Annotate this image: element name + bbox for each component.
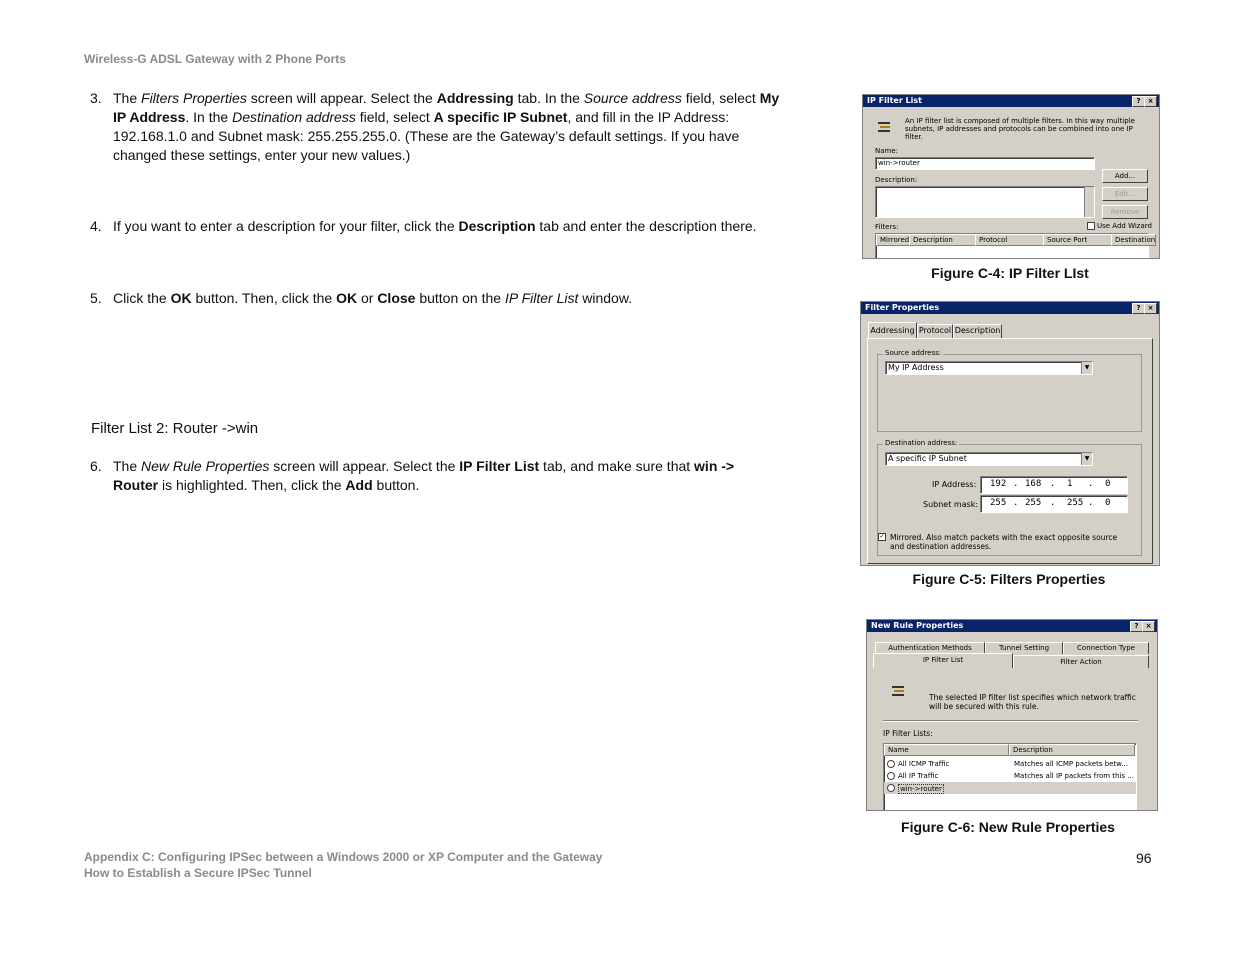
filters-label: Filters: [875, 223, 899, 231]
column-header[interactable]: Mirrored [876, 234, 910, 246]
description-label: Description: [875, 176, 918, 184]
use-wizard-checkbox[interactable] [1087, 222, 1095, 230]
subnet-mask-input[interactable]: 255 . 255 . 255 . 0 [980, 495, 1128, 513]
dialog-titlebar: Filter Properties [861, 302, 1159, 314]
add-button[interactable]: Add... [1102, 169, 1148, 183]
source-address-select[interactable]: My IP Address ▼ [885, 361, 1093, 375]
destination-address-label: Destination address: [885, 439, 958, 447]
help-button[interactable]: ? [1132, 303, 1145, 314]
running-header: Wireless-G ADSL Gateway with 2 Phone Ports [84, 52, 346, 66]
figure-caption: Figure C-6: New Rule Properties [901, 819, 1115, 835]
tab-connection-type[interactable]: Connection Type [1063, 642, 1149, 654]
name-input[interactable]: win->router [875, 157, 1095, 170]
tab-protocol[interactable]: Protocol [917, 324, 953, 339]
footer-line-2: How to Establish a Secure IPSec Tunnel [84, 866, 312, 880]
description-scrollbar[interactable] [1084, 187, 1094, 217]
help-button[interactable]: ? [1130, 621, 1143, 632]
intro-text: An IP filter list is composed of multiple filters. In this way multiple subnets, IP addresses and protocols can be combined into one IP filter. [905, 117, 1135, 141]
ip-address-label: IP Address: [932, 480, 977, 489]
chevron-down-icon[interactable]: ▼ [1081, 362, 1092, 374]
step-6 [90, 457, 780, 495]
column-header[interactable]: Protocol [975, 234, 1044, 246]
mirrored-checkbox[interactable]: ✓ [879, 533, 885, 540]
step-number: 4. [90, 218, 102, 234]
step-text: Click the OK button. Then, click the OK or Close button on the IP Filter List window. [113, 290, 633, 306]
step-text: If you want to enter a description for your filter, click the Description tab and enter the description there. [113, 218, 757, 234]
row-name: All IP Traffic [898, 772, 939, 780]
row-radio[interactable] [887, 784, 895, 792]
figure-caption: Figure C-5: Filters Properties [912, 571, 1106, 587]
step-4 [90, 217, 780, 236]
row-radio[interactable] [887, 760, 895, 768]
mirrored-label: Mirrored. Also match packets with the exact opposite source and destination addresses. [890, 533, 1118, 551]
tab-tunnel-setting[interactable]: Tunnel Setting [985, 642, 1063, 654]
figure-caption: Figure C-4: IP Filter LIst [931, 265, 1089, 281]
description-input[interactable] [875, 186, 1095, 218]
page-number: 96 [1136, 850, 1152, 866]
step-text: The Filters Properties screen will appear. Select the Addressing tab. In the Source address field, select My IP Address. In the Destination address field, select A specific IP Subnet, and fill in the IP Address: 192.168.1.0 and Subnet mask: 255.255.255.0. (These are the Gateway’s default settings. If you have changed these settings, enter your new values.) [113, 90, 780, 163]
use-wizard-label: Use Add Wizard [1097, 222, 1152, 230]
footer-line-1: Appendix C: Configuring IPSec between a Windows 2000 or XP Computer and the Gateway [84, 850, 603, 864]
dialog-titlebar: IP Filter List [863, 95, 1159, 107]
column-header[interactable]: Description [1009, 744, 1135, 756]
tab-authentication-methods[interactable]: Authentication Methods [875, 642, 985, 654]
edit-button[interactable]: Edit... [1102, 187, 1148, 201]
step-5 [90, 289, 780, 308]
column-header[interactable]: Name [884, 744, 1009, 756]
close-button[interactable]: × [1142, 621, 1155, 632]
column-header[interactable]: Description [909, 234, 976, 246]
step-number: 6. [90, 458, 102, 474]
info-text: The selected IP filter list specifies which network traffic will be secured with this rule. [929, 693, 1136, 711]
step-number: 5. [90, 290, 102, 306]
new-rule-properties-dialog [866, 619, 1158, 811]
tab-addressing[interactable]: Addressing [868, 322, 917, 339]
row-description: Matches all ICMP packets betw... [1014, 760, 1128, 768]
step-3 [90, 89, 780, 165]
divider [883, 720, 1138, 722]
chevron-down-icon[interactable]: ▼ [1081, 453, 1092, 465]
column-header[interactable]: Source Port [1043, 234, 1112, 246]
section-subheading: Filter List 2: Router ->win [91, 420, 259, 437]
ip-filter-list-dialog [862, 94, 1160, 259]
dialog-titlebar: New Rule Properties [867, 620, 1157, 632]
row-name: All ICMP Traffic [898, 760, 950, 768]
tab-description[interactable]: Description [953, 324, 1002, 339]
step-text: The New Rule Properties screen will appear. Select the IP Filter List tab, and make sure that win -> Router is highlighted. Then, click the Add button. [113, 458, 735, 493]
tab-ip-filter-list[interactable]: IP Filter List [873, 653, 1013, 668]
step-number: 3. [90, 90, 102, 106]
help-button[interactable]: ? [1132, 96, 1145, 107]
row-description: Matches all IP packets from this ... [1014, 772, 1134, 780]
ip-filter-lists-table[interactable] [883, 743, 1137, 811]
source-address-label: Source address: [885, 349, 942, 357]
subnet-mask-label: Subnet mask: [923, 500, 979, 509]
row-name: win->router [900, 785, 942, 793]
row-radio[interactable] [887, 772, 895, 780]
filters-list[interactable] [875, 233, 1156, 259]
close-button[interactable]: × [1144, 303, 1157, 314]
ip-filter-lists-label: IP Filter Lists: [883, 729, 933, 738]
tab-filter-action[interactable]: Filter Action [1013, 655, 1149, 668]
column-header[interactable]: Destination [1111, 234, 1156, 246]
filter-list-icon [891, 684, 905, 698]
filter-properties-dialog [860, 301, 1160, 566]
remove-button[interactable]: Remove [1102, 205, 1148, 219]
destination-address-select[interactable]: A specific IP Subnet ▼ [885, 452, 1093, 466]
name-label: Name: [875, 147, 899, 155]
close-button[interactable]: × [1144, 96, 1157, 107]
ip-address-input[interactable]: 192 . 168 . 1 . 0 [980, 476, 1128, 494]
filter-list-icon [877, 120, 891, 134]
